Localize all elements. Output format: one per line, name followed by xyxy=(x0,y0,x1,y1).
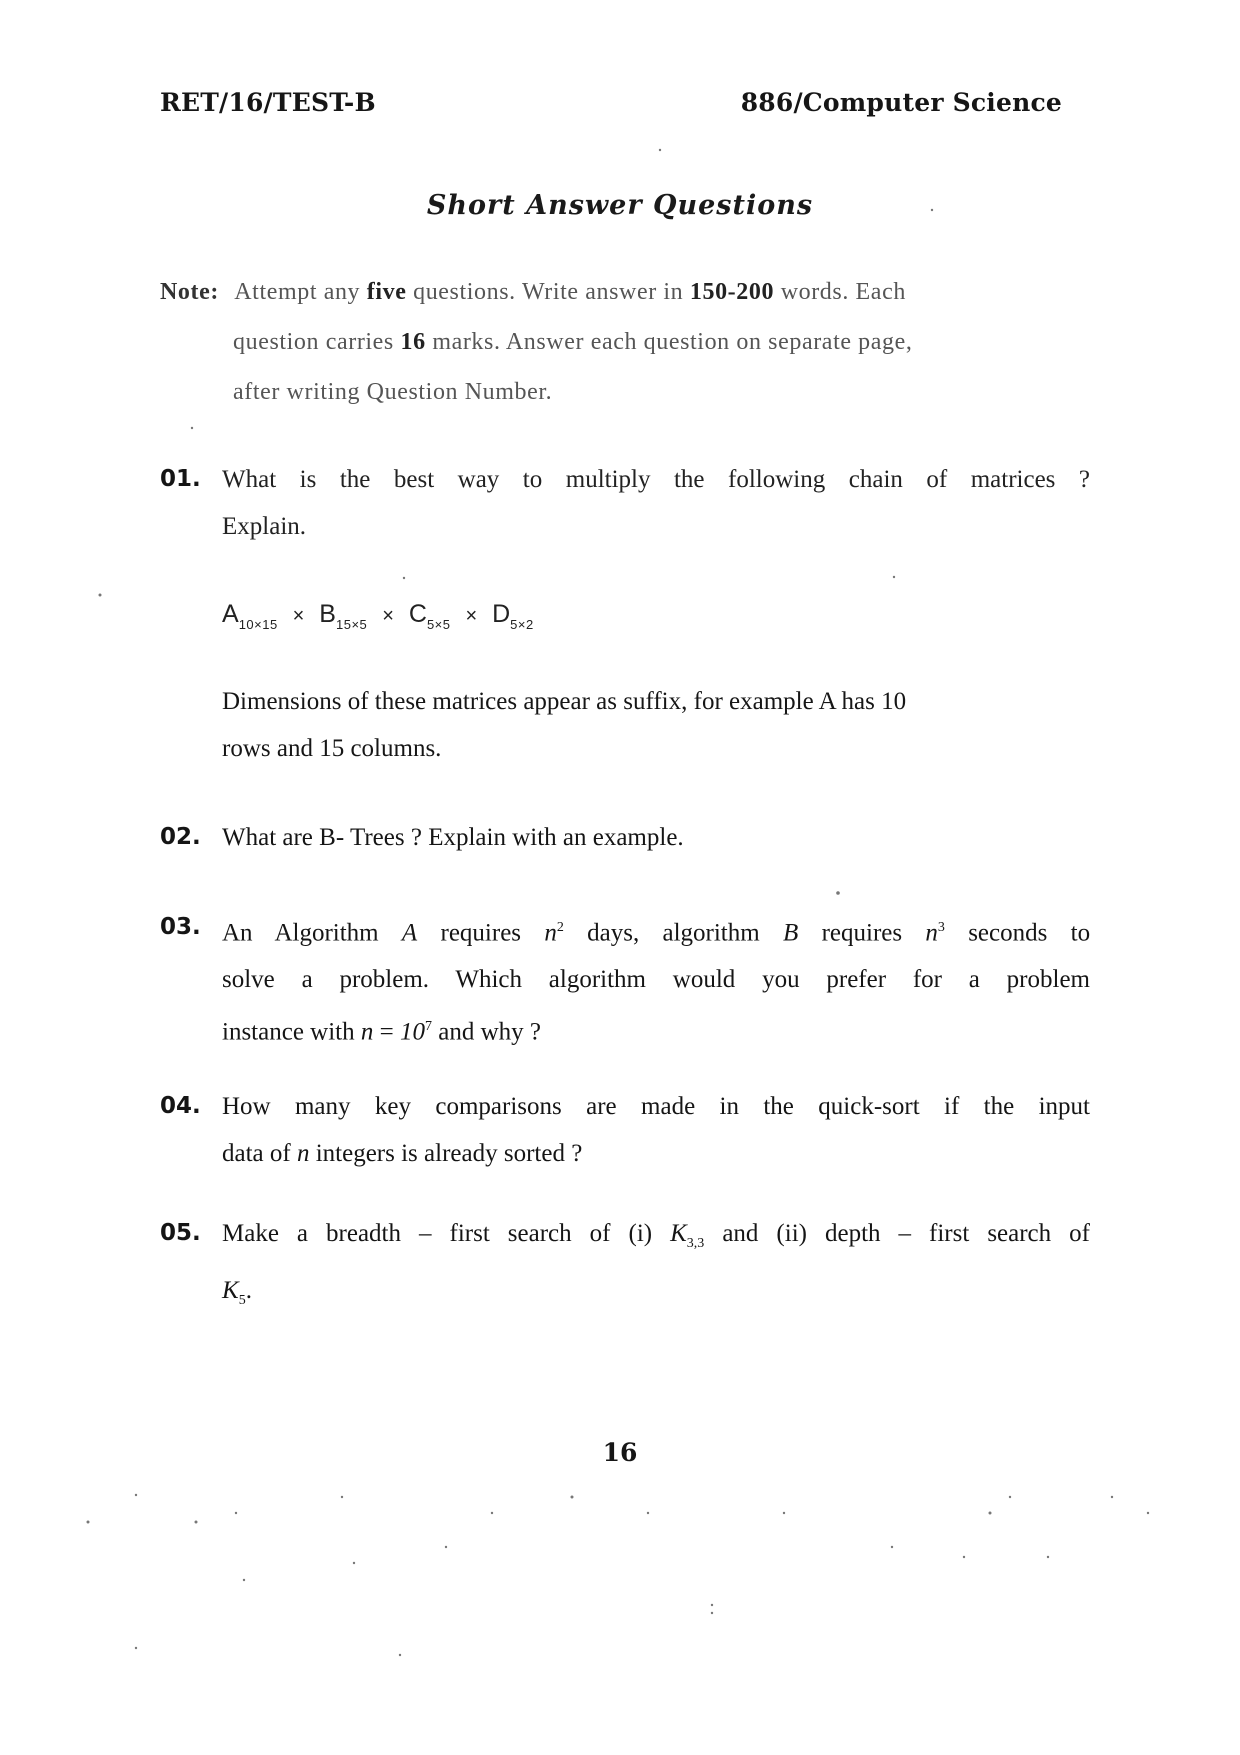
question-line: instance with $n = 10^7$ and why ? xyxy=(222,1018,541,1046)
note-emphasis: five xyxy=(366,279,407,305)
question-line: solve a problem. Which algorithm would you prefer for a problem xyxy=(222,966,1090,994)
question-03 xyxy=(160,904,1090,1056)
question-01-explanation xyxy=(222,678,1090,772)
question-text xyxy=(222,1083,1090,1177)
multiply-operator: × xyxy=(292,605,305,627)
note-line-2 xyxy=(160,327,1080,377)
matrix-b: $B_{15\times 5}$ xyxy=(319,600,368,632)
multiply-operator: × xyxy=(382,605,394,627)
question-line: Make a breadth – first search of (i) $K_{3,3}$ and (ii) depth – first search of xyxy=(222,1220,1090,1251)
question-02 xyxy=(160,814,1090,861)
note-line-3: after writing Question Number. xyxy=(233,379,553,405)
question-line: What are B- Trees ? Explain with an example. xyxy=(222,824,684,851)
question-04 xyxy=(160,1083,1090,1177)
paper-code: RET/16/TEST-B xyxy=(160,88,376,117)
matrix-c: $C_{5\times 5}$ xyxy=(408,600,451,632)
note-text: Attempt any xyxy=(234,279,361,305)
note-text: words. Each xyxy=(780,279,906,305)
question-number: 01. xyxy=(160,466,201,492)
matrix-chain xyxy=(222,600,534,632)
multiply-operator: × xyxy=(465,605,478,627)
subject-code: 886/Computer Science xyxy=(740,88,1062,117)
question-line: How many key comparisons are made in the quick-sort if the input xyxy=(222,1093,1090,1120)
question-number: 04. xyxy=(160,1093,201,1119)
question-line: data of n integers is already sorted ? xyxy=(222,1140,583,1167)
question-text xyxy=(222,814,1090,861)
question-01 xyxy=(160,456,1090,550)
question-line: rows and 15 columns. xyxy=(222,735,442,762)
question-number: 05. xyxy=(160,1220,201,1246)
question-number: 03. xyxy=(160,914,201,940)
question-line: Dimensions of these matrices appear as suffix, for example A has 10 xyxy=(222,688,907,715)
note-text: question carries xyxy=(233,329,394,355)
question-line: $K_5$. xyxy=(222,1277,252,1308)
note-text: questions. Write answer in xyxy=(413,279,684,305)
question-line: What is the best way to multiply the following chain of matrices ? xyxy=(222,466,1090,493)
question-text xyxy=(222,456,1090,550)
note-text: marks. Answer each question on separate page, xyxy=(432,329,913,355)
matrix-a: $A_{10\times 15}$ xyxy=(222,600,278,632)
note-emphasis: 150-200 xyxy=(689,279,775,305)
question-line: An Algorithm A requires $n^2$ days, algorithm B requires $n^3$ seconds to xyxy=(222,919,1091,947)
section-title: Short Answer Questions xyxy=(426,190,814,221)
matrix-d: $D_{5\times 2}$ xyxy=(492,600,534,632)
instructions-note xyxy=(160,277,1080,427)
note-emphasis: 16 xyxy=(400,329,426,355)
note-line-1 xyxy=(160,277,1080,327)
question-number: 02. xyxy=(160,824,201,850)
question-05 xyxy=(160,1210,1090,1324)
question-line: Explain. xyxy=(222,513,307,540)
question-text xyxy=(222,1210,1090,1324)
question-text xyxy=(222,904,1090,1056)
note-label: Note: xyxy=(160,279,219,305)
page-number: 16 xyxy=(602,1438,638,1467)
